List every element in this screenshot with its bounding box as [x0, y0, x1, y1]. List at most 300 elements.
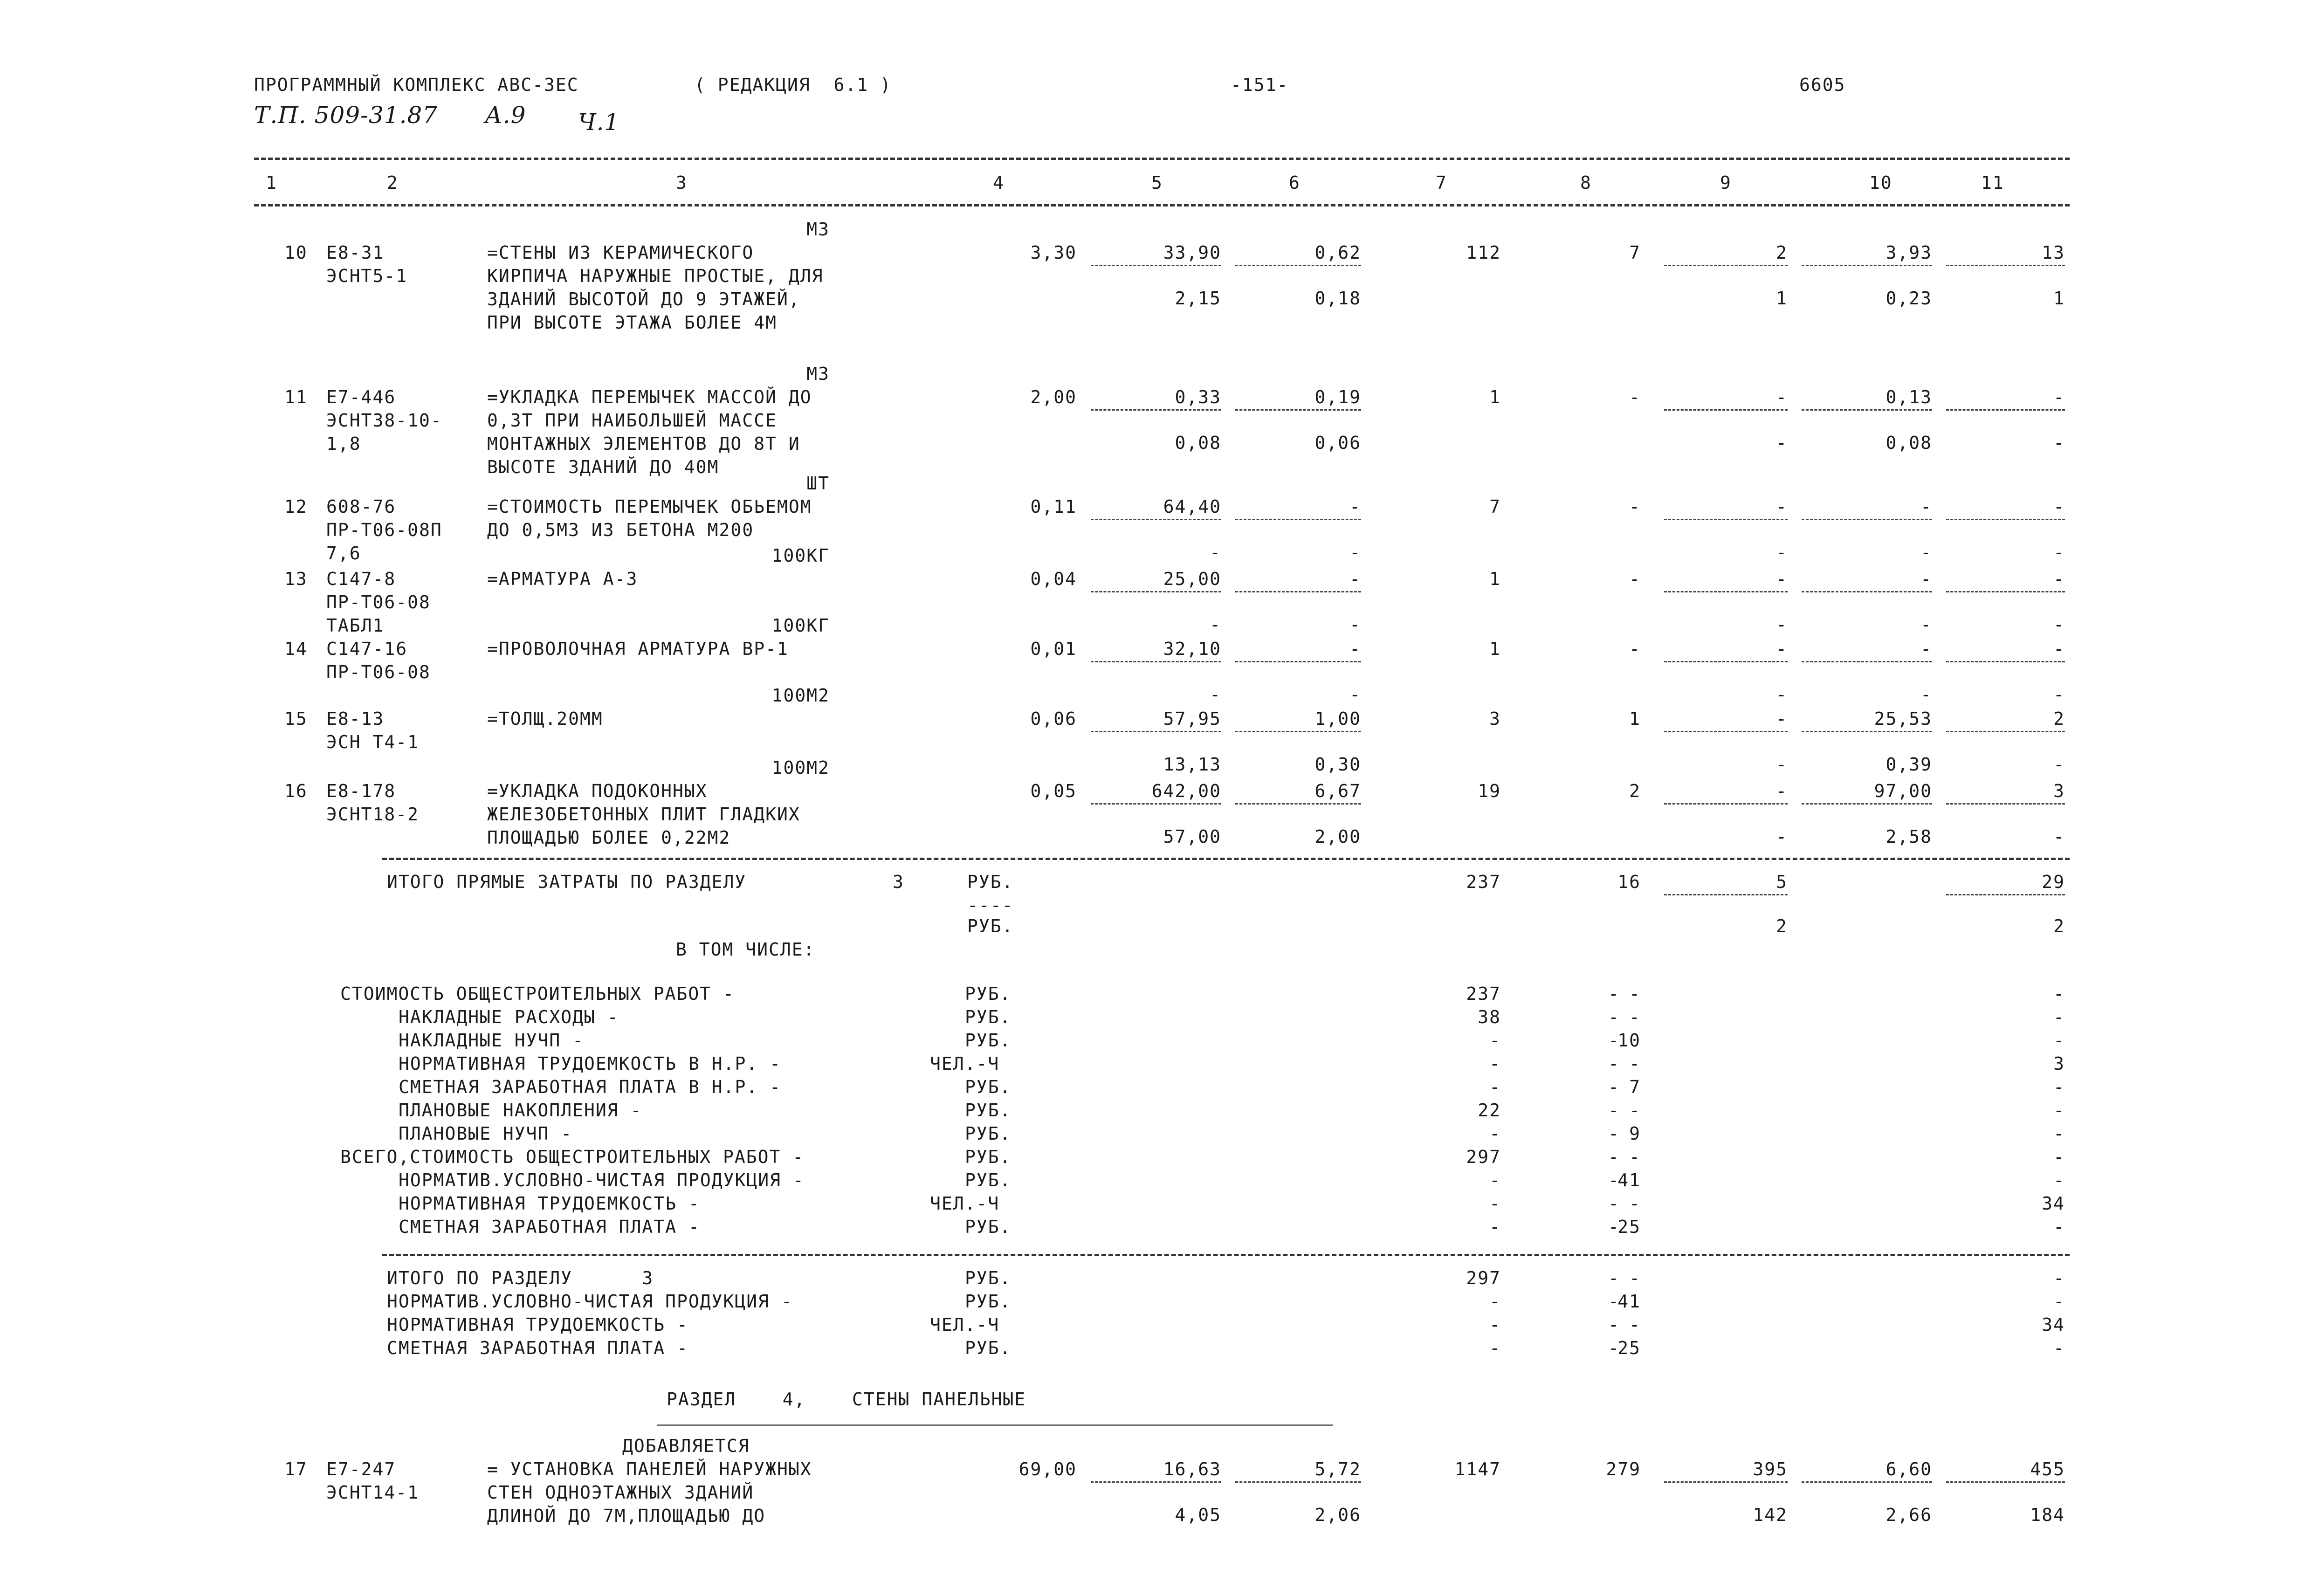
cell-unit-price-sub: 57,00	[1163, 826, 1221, 847]
section-4-underline	[657, 1424, 1333, 1426]
column-header-8: 8	[1580, 172, 1592, 193]
breakdown-c7: -	[1489, 1030, 1501, 1051]
cell-machine-price-sub: 0,18	[1314, 288, 1361, 309]
cell-wages: 1	[1629, 709, 1641, 729]
cell-machine-cost: -	[1776, 496, 1788, 517]
row-17-machine-price-sub: 2,06	[1314, 1505, 1361, 1525]
cell-machine-cost: -	[1776, 709, 1788, 729]
cell-labor-total-sub: 1	[2053, 288, 2065, 309]
breakdown-unit: РУБ.	[965, 1147, 1012, 1167]
section-total-c11: 34	[2042, 1314, 2065, 1335]
cell-total-cost: 1	[1489, 387, 1501, 407]
row-description: ПЛОЩАДЬЮ БОЛЕЕ 0,22М2	[487, 827, 731, 848]
direct-total-currency-2: РУБ.	[967, 916, 1014, 936]
cell-machine-cost-sub: 1	[1776, 288, 1788, 309]
section-total-c9: -	[1608, 1338, 1620, 1358]
cell-machine-price: 0,19	[1314, 387, 1361, 407]
cell-labor-total-sub: -	[2053, 614, 2065, 635]
cell-unit-price-sub: -	[1210, 684, 1221, 705]
row-17-total-cost: 1147	[1454, 1459, 1501, 1479]
row-17-subline-c10	[1802, 1481, 1932, 1483]
handwritten-part: Ч.1	[578, 109, 620, 136]
subline-c5	[1091, 731, 1221, 732]
row-17-code: Е7-247	[326, 1459, 396, 1479]
subline-c11	[1946, 731, 2065, 732]
subline-c11	[1946, 519, 2065, 520]
section-total-c8: -	[1629, 1268, 1641, 1288]
breakdown-c8: -	[1629, 1147, 1641, 1167]
row-description: МОНТАЖНЫХ ЭЛЕМЕНТОВ ДО 8Т И	[487, 433, 800, 454]
cell-quantity: 2,00	[1030, 387, 1077, 407]
subline-c11	[1946, 409, 2065, 411]
cell-wages: -	[1629, 387, 1641, 407]
breakdown-c8: 41	[1617, 1170, 1641, 1190]
cell-unit-price: 57,95	[1163, 709, 1221, 729]
direct-total-c9-sub: 2	[1776, 916, 1788, 936]
cell-total-cost: 1	[1489, 639, 1501, 659]
cell-labor-total-sub: -	[2053, 826, 2065, 847]
column-header-3: 3	[676, 172, 688, 193]
subline-c5	[1091, 265, 1221, 266]
section-total-c9: -	[1608, 1268, 1620, 1288]
row-code: 7,6	[326, 543, 361, 564]
cell-machine-price: 6,67	[1314, 781, 1361, 801]
cell-labor-unit: 97,00	[1874, 781, 1932, 801]
row-description: ВЫСОТЕ ЗДАНИЙ ДО 40М	[487, 457, 719, 477]
column-header-9: 9	[1720, 172, 1732, 193]
subline-c9	[1664, 661, 1788, 662]
row-code: ЭСНТ5-1	[326, 266, 408, 286]
cell-labor-total: 13	[2042, 242, 2065, 263]
breakdown-c11: -	[2053, 1123, 2065, 1144]
cell-labor-total: -	[2053, 569, 2065, 589]
row-17-wages: 279	[1606, 1459, 1641, 1479]
cell-machine-cost-sub: -	[1776, 542, 1788, 563]
subline-c6	[1235, 409, 1361, 411]
subline-c10	[1802, 265, 1932, 266]
section-total-c7: -	[1489, 1291, 1501, 1312]
row-code: ТАБЛ1	[326, 615, 385, 636]
cell-machine-price-sub: 2,00	[1314, 826, 1361, 847]
section-total-c8: 25	[1617, 1338, 1641, 1358]
cell-labor-total-sub: -	[2053, 433, 2065, 453]
subline-c5	[1091, 661, 1221, 662]
breakdown-c9: -	[1608, 1007, 1620, 1027]
breakdown-c11: -	[2053, 1217, 2065, 1237]
row-code: ЭСНТ18-2	[326, 804, 420, 825]
row-17-description: СТЕН ОДНОЭТАЖНЫХ ЗДАНИЙ	[487, 1482, 754, 1503]
section-4-added: ДОБАВЛЯЕТСЯ	[622, 1436, 750, 1456]
row-number: 16	[284, 781, 308, 801]
cell-labor-unit: 3,93	[1885, 242, 1932, 263]
row-code: ЭСНТ38-10-	[326, 410, 442, 431]
row-17-machine-cost: 395	[1753, 1459, 1788, 1479]
breakdown-c11: -	[2053, 1030, 2065, 1051]
cell-machine-price: 1,00	[1314, 709, 1361, 729]
subline-c9	[1664, 731, 1788, 732]
cell-machine-cost-sub: -	[1776, 754, 1788, 775]
breakdown-c8: 7	[1629, 1077, 1641, 1097]
row-description: ЖЕЛЕЗОБЕТОННЫХ ПЛИТ ГЛАДКИХ	[487, 804, 800, 825]
breakdown-unit: ЧЕЛ.-Ч	[930, 1193, 1000, 1214]
cell-labor-unit: -	[1920, 639, 1932, 659]
cell-machine-cost-sub: -	[1776, 684, 1788, 705]
section-total-c7: -	[1489, 1314, 1501, 1335]
handwritten-album: А.9	[485, 102, 526, 129]
cell-wages: 7	[1629, 242, 1641, 263]
row-description: ПРИ ВЫСОТЕ ЭТАЖА БОЛЕЕ 4М	[487, 312, 777, 333]
cell-labor-total-sub: -	[2053, 542, 2065, 563]
breakdown-c9: -	[1608, 1217, 1620, 1237]
subline-c6	[1235, 731, 1361, 732]
direct-total-c11: 29	[2042, 872, 2065, 892]
section-4-title: РАЗДЕЛ 4, СТЕНЫ ПАНЕЛЬНЫЕ	[667, 1389, 1026, 1410]
column-header-11: 11	[1981, 172, 2004, 193]
subline-c6	[1235, 265, 1361, 266]
row-17-labor-total-sub: 184	[2030, 1505, 2065, 1525]
breakdown-label: ПЛАНОВЫЕ НАКОПЛЕНИЯ -	[399, 1100, 642, 1121]
cell-unit-price-sub: 13,13	[1163, 754, 1221, 775]
direct-total-c11-sub: 2	[2053, 916, 2065, 936]
breakdown-unit: ЧЕЛ.-Ч	[930, 1053, 1000, 1074]
section-total-c7: 297	[1466, 1268, 1501, 1288]
breakdown-label: НОРМАТИВНАЯ ТРУДОЕМКОСТЬ -	[399, 1193, 700, 1214]
row-code: Е8-178	[326, 781, 396, 801]
row-unit: ШТ	[806, 473, 830, 494]
row-number: 15	[284, 709, 308, 729]
breakdown-unit: РУБ.	[965, 1030, 1012, 1051]
cell-machine-price: -	[1349, 496, 1361, 517]
direct-total-currency: РУБ.	[967, 872, 1014, 892]
subline-c11	[1946, 591, 2065, 592]
cell-labor-unit-sub: -	[1920, 542, 1932, 563]
breakdown-c7: 38	[1478, 1007, 1501, 1027]
cell-labor-total: -	[2053, 496, 2065, 517]
subline-c6	[1235, 519, 1361, 520]
section-total-label: НОРМАТИВ.УСЛОВНО-ЧИСТАЯ ПРОДУКЦИЯ -	[387, 1291, 793, 1312]
breakdown-c8: 9	[1629, 1123, 1641, 1144]
row-number: 12	[284, 496, 308, 517]
breakdown-c7: -	[1489, 1217, 1501, 1237]
cell-labor-unit-sub: 0,39	[1885, 754, 1932, 775]
breakdown-c8: -	[1629, 1193, 1641, 1214]
breakdown-c11: 34	[2042, 1193, 2065, 1214]
row-17-quantity: 69,00	[1018, 1459, 1077, 1479]
row-17-labor-total: 455	[2030, 1459, 2065, 1479]
row-description: КИРПИЧА НАРУЖНЫЕ ПРОСТЫЕ, ДЛЯ	[487, 266, 824, 286]
cell-wages: -	[1629, 639, 1641, 659]
breakdown-label: СМЕТНАЯ ЗАРАБОТНАЯ ПЛАТА В Н.Р. -	[399, 1077, 781, 1097]
row-description: 0,3Т ПРИ НАИБОЛЬШЕЙ МАССЕ	[487, 410, 777, 431]
section-total-c11: -	[2053, 1338, 2065, 1358]
row-description: ДО 0,5М3 ИЗ БЕТОНА М200	[487, 520, 754, 540]
cell-labor-unit-sub: -	[1920, 614, 1932, 635]
cell-machine-price: -	[1349, 639, 1361, 659]
cell-quantity: 3,30	[1030, 242, 1077, 263]
cell-total-cost: 1	[1489, 569, 1501, 589]
row-number: 14	[284, 639, 308, 659]
direct-total-c8: 16	[1617, 872, 1641, 892]
subline-c9	[1664, 803, 1788, 805]
breakdown-c8: 25	[1617, 1217, 1641, 1237]
breakdown-c7: -	[1489, 1193, 1501, 1214]
breakdown-label: СМЕТНАЯ ЗАРАБОТНАЯ ПЛАТА -	[399, 1217, 700, 1237]
breakdown-unit: РУБ.	[965, 1170, 1012, 1190]
cell-labor-unit: -	[1920, 569, 1932, 589]
cell-machine-price: 0,62	[1314, 242, 1361, 263]
handwritten-project-ref: Т.П. 509-31.87	[254, 102, 438, 129]
cell-wages: -	[1629, 569, 1641, 589]
cell-total-cost: 3	[1489, 709, 1501, 729]
cell-total-cost: 7	[1489, 496, 1501, 517]
breakdown-unit: РУБ.	[965, 1007, 1012, 1027]
subline-c6	[1235, 591, 1361, 592]
cell-quantity: 0,11	[1030, 496, 1077, 517]
breakdown-label: ПЛАНОВЫЕ НУЧП -	[399, 1123, 573, 1144]
breakdown-c7: 22	[1478, 1100, 1501, 1121]
row-unit: 100М2	[771, 685, 830, 706]
section-total-c8: 41	[1617, 1291, 1641, 1312]
row-unit: М3	[806, 219, 830, 240]
row-unit: 100КГ	[771, 615, 830, 636]
breakdown-c7: -	[1489, 1123, 1501, 1144]
row-17-machine-cost-sub: 142	[1753, 1505, 1788, 1525]
row-17-unit-price-sub: 4,05	[1175, 1505, 1221, 1525]
direct-total-c7: 237	[1466, 872, 1501, 892]
cell-labor-unit: 25,53	[1874, 709, 1932, 729]
row-17-labor-unit-sub: 2,66	[1885, 1505, 1932, 1525]
cell-unit-price-sub: -	[1210, 614, 1221, 635]
row-code: С147-8	[326, 569, 396, 589]
direct-total-subline-c11	[1946, 894, 2065, 895]
cell-labor-unit: 0,13	[1885, 387, 1932, 407]
cell-unit-price: 642,00	[1151, 781, 1221, 801]
row-code: ПР-Т06-08	[326, 662, 431, 682]
breakdown-label: НАКЛАДНЫЕ НУЧП -	[399, 1030, 585, 1051]
row-unit: 100М2	[771, 757, 830, 778]
cell-labor-unit: -	[1920, 496, 1932, 517]
cell-labor-total: -	[2053, 639, 2065, 659]
cell-labor-total: -	[2053, 387, 2065, 407]
row-code: Е8-13	[326, 709, 385, 729]
subline-c6	[1235, 803, 1361, 805]
section-total-c9: -	[1608, 1314, 1620, 1335]
subline-c6	[1235, 661, 1361, 662]
row-17-subline-c6	[1235, 1481, 1361, 1483]
row-description: =УКЛАДКА ПОДОКОННЫХ	[487, 781, 708, 801]
section-total-c8: -	[1629, 1314, 1641, 1335]
row-unit: 100КГ	[771, 545, 830, 566]
row-17-description: = УСТАНОВКА ПАНЕЛЕЙ НАРУЖНЫХ	[487, 1459, 812, 1479]
cell-labor-total-sub: -	[2053, 754, 2065, 775]
breakdown-unit: РУБ.	[965, 984, 1012, 1004]
row-17-code: ЭСНТ14-1	[326, 1482, 420, 1503]
cell-labor-unit-sub: 0,08	[1885, 433, 1932, 453]
subline-c10	[1802, 803, 1932, 805]
breakdown-c9: -	[1608, 1170, 1620, 1190]
column-header-7: 7	[1436, 172, 1447, 193]
subline-c9	[1664, 409, 1788, 411]
row-17-subline-c5	[1091, 1481, 1221, 1483]
cell-labor-total: 3	[2053, 781, 2065, 801]
breakdown-unit: РУБ.	[965, 1100, 1012, 1121]
breakdown-c11: -	[2053, 1170, 2065, 1190]
section-total-c11: -	[2053, 1268, 2065, 1288]
row-17-subline-c9	[1664, 1481, 1788, 1483]
cell-labor-unit-sub: 2,58	[1885, 826, 1932, 847]
cell-quantity: 0,04	[1030, 569, 1077, 589]
row-number: 11	[284, 387, 308, 407]
breakdown-c9: -	[1608, 1100, 1620, 1121]
row-description: ЗДАНИЙ ВЫСОТОЙ ДО 9 ЭТАЖЕЙ,	[487, 289, 800, 310]
subline-c5	[1091, 803, 1221, 805]
row-description: =ТОЛЩ.20ММ	[487, 709, 603, 729]
cell-quantity: 0,06	[1030, 709, 1077, 729]
direct-total-dash: ----	[967, 895, 1014, 915]
row-code: 608-76	[326, 496, 396, 517]
cell-machine-price-sub: 0,06	[1314, 433, 1361, 453]
breakdown-c11: -	[2053, 1007, 2065, 1027]
section-total-label: СМЕТНАЯ ЗАРАБОТНАЯ ПЛАТА -	[387, 1338, 688, 1358]
breakdown-unit: РУБ.	[965, 1217, 1012, 1237]
cell-unit-price: 64,40	[1163, 496, 1221, 517]
subline-c10	[1802, 519, 1932, 520]
section-total-rule	[382, 1254, 2070, 1256]
subline-c11	[1946, 803, 2065, 805]
cell-unit-price: 32,10	[1163, 639, 1221, 659]
cell-machine-price-sub: -	[1349, 542, 1361, 563]
section-total-c9: -	[1608, 1291, 1620, 1312]
column-header-1: 1	[266, 172, 277, 193]
cell-unit-price: 0,33	[1175, 387, 1221, 407]
row-17-number: 17	[284, 1459, 308, 1479]
cell-unit-price-sub: 0,08	[1175, 433, 1221, 453]
breakdown-label: НОРМАТИВНАЯ ТРУДОЕМКОСТЬ В Н.Р. -	[399, 1053, 781, 1074]
section-total-label: НОРМАТИВНАЯ ТРУДОЕМКОСТЬ -	[387, 1314, 688, 1335]
column-header-4: 4	[993, 172, 1005, 193]
breakdown-c9: -	[1608, 1053, 1620, 1074]
breakdown-label: НОРМАТИВ.УСЛОВНО-ЧИСТАЯ ПРОДУКЦИЯ -	[399, 1170, 805, 1190]
row-17-machine-price: 5,72	[1314, 1459, 1361, 1479]
document-code: 6605	[1799, 75, 1846, 95]
row-description: =УКЛАДКА ПЕРЕМЫЧЕК МАССОЙ ДО	[487, 387, 812, 407]
breakdown-c11: -	[2053, 984, 2065, 1004]
subline-c11	[1946, 661, 2065, 662]
breakdown-c9: -	[1608, 1030, 1620, 1051]
cell-machine-cost-sub: -	[1776, 614, 1788, 635]
row-17-subline-c11	[1946, 1481, 2065, 1483]
cell-unit-price: 33,90	[1163, 242, 1221, 263]
cell-labor-total-sub: -	[2053, 684, 2065, 705]
breakdown-c9: -	[1608, 1193, 1620, 1214]
cell-machine-cost-sub: -	[1776, 826, 1788, 847]
breakdown-c9: -	[1608, 1147, 1620, 1167]
cell-unit-price: 25,00	[1163, 569, 1221, 589]
cell-total-cost: 19	[1478, 781, 1501, 801]
row-code: С147-16	[326, 639, 408, 659]
cell-machine-price-sub: 0,30	[1314, 754, 1361, 775]
section-total-c7: -	[1489, 1338, 1501, 1358]
row-number: 13	[284, 569, 308, 589]
subline-c9	[1664, 591, 1788, 592]
breakdown-c9: -	[1608, 1077, 1620, 1097]
row-code: Е7-446	[326, 387, 396, 407]
cell-labor-unit-sub: 0,23	[1885, 288, 1932, 309]
cell-machine-cost: -	[1776, 781, 1788, 801]
row-code: Е8-31	[326, 242, 385, 263]
breakdown-label: НАКЛАДНЫЕ РАСХОДЫ -	[399, 1007, 619, 1027]
cell-machine-cost: -	[1776, 387, 1788, 407]
cell-machine-price-sub: -	[1349, 614, 1361, 635]
edition-label: ( РЕДАКЦИЯ 6.1 )	[695, 75, 892, 95]
direct-total-section: 3	[893, 872, 904, 892]
header-rule-top	[254, 158, 2070, 160]
cell-machine-cost-sub: -	[1776, 433, 1788, 453]
subline-c9	[1664, 519, 1788, 520]
breakdown-c7: 237	[1466, 984, 1501, 1004]
subline-c9	[1664, 265, 1788, 266]
subline-c10	[1802, 409, 1932, 411]
direct-total-label: ИТОГО ПРЯМЫЕ ЗАТРАТЫ ПО РАЗДЕЛУ	[387, 872, 747, 892]
subline-c10	[1802, 661, 1932, 662]
breakdown-c8: -	[1629, 984, 1641, 1004]
cell-quantity: 0,01	[1030, 639, 1077, 659]
cell-labor-total: 2	[2053, 709, 2065, 729]
breakdown-c8: -	[1629, 1100, 1641, 1121]
cell-wages: 2	[1629, 781, 1641, 801]
subline-c10	[1802, 731, 1932, 732]
cell-machine-cost: -	[1776, 569, 1788, 589]
program-title: ПРОГРАММНЫЙ КОМПЛЕКС АВС-3ЕС	[254, 75, 579, 95]
section-total-unit: РУБ.	[965, 1291, 1012, 1312]
breakdown-c7: 297	[1466, 1147, 1501, 1167]
subline-c11	[1946, 265, 2065, 266]
breakdown-c7: -	[1489, 1170, 1501, 1190]
column-header-6: 6	[1289, 172, 1300, 193]
section-total-label: ИТОГО ПО РАЗДЕЛУ 3	[387, 1268, 654, 1288]
section-total-unit: ЧЕЛ.-Ч	[930, 1314, 1000, 1335]
cell-unit-price-sub: 2,15	[1175, 288, 1221, 309]
section-total-unit: РУБ.	[965, 1338, 1012, 1358]
breakdown-c11: -	[2053, 1147, 2065, 1167]
breakdown-c9: -	[1608, 984, 1620, 1004]
breakdown-c7: -	[1489, 1053, 1501, 1074]
row-number: 10	[284, 242, 308, 263]
breakdown-label: СТОИМОСТЬ ОБЩЕСТРОИТЕЛЬНЫХ РАБОТ -	[340, 984, 735, 1004]
cell-machine-price: -	[1349, 569, 1361, 589]
row-17-description: ДЛИНОЙ ДО 7М,ПЛОЩАДЬЮ ДО	[487, 1506, 766, 1526]
row-description: =ПРОВОЛОЧНАЯ АРМАТУРА ВР-1	[487, 639, 789, 659]
row-code: ПР-Т06-08П	[326, 520, 442, 540]
direct-total-c9: 5	[1776, 872, 1788, 892]
breakdown-label: ВСЕГО,СТОИМОСТЬ ОБЩЕСТРОИТЕЛЬНЫХ РАБОТ -	[340, 1147, 805, 1167]
breakdown-c11: 3	[2053, 1053, 2065, 1074]
row-description: =АРМАТУРА А-3	[487, 569, 638, 589]
subline-c5	[1091, 591, 1221, 592]
cell-labor-unit-sub: -	[1920, 684, 1932, 705]
cell-total-cost: 112	[1466, 242, 1501, 263]
breakdown-c11: -	[2053, 1077, 2065, 1097]
row-code: ЭСН Т4-1	[326, 732, 420, 752]
row-description: =СТЕНЫ ИЗ КЕРАМИЧЕСКОГО	[487, 242, 754, 263]
breakdown-unit: РУБ.	[965, 1123, 1012, 1144]
row-code: ПР-Т06-08	[326, 592, 431, 612]
row-17-labor-unit: 6,60	[1885, 1459, 1932, 1479]
breakdown-c7: -	[1489, 1077, 1501, 1097]
breakdown-c8: 10	[1617, 1030, 1641, 1051]
subline-c10	[1802, 591, 1932, 592]
column-header-10: 10	[1869, 172, 1892, 193]
